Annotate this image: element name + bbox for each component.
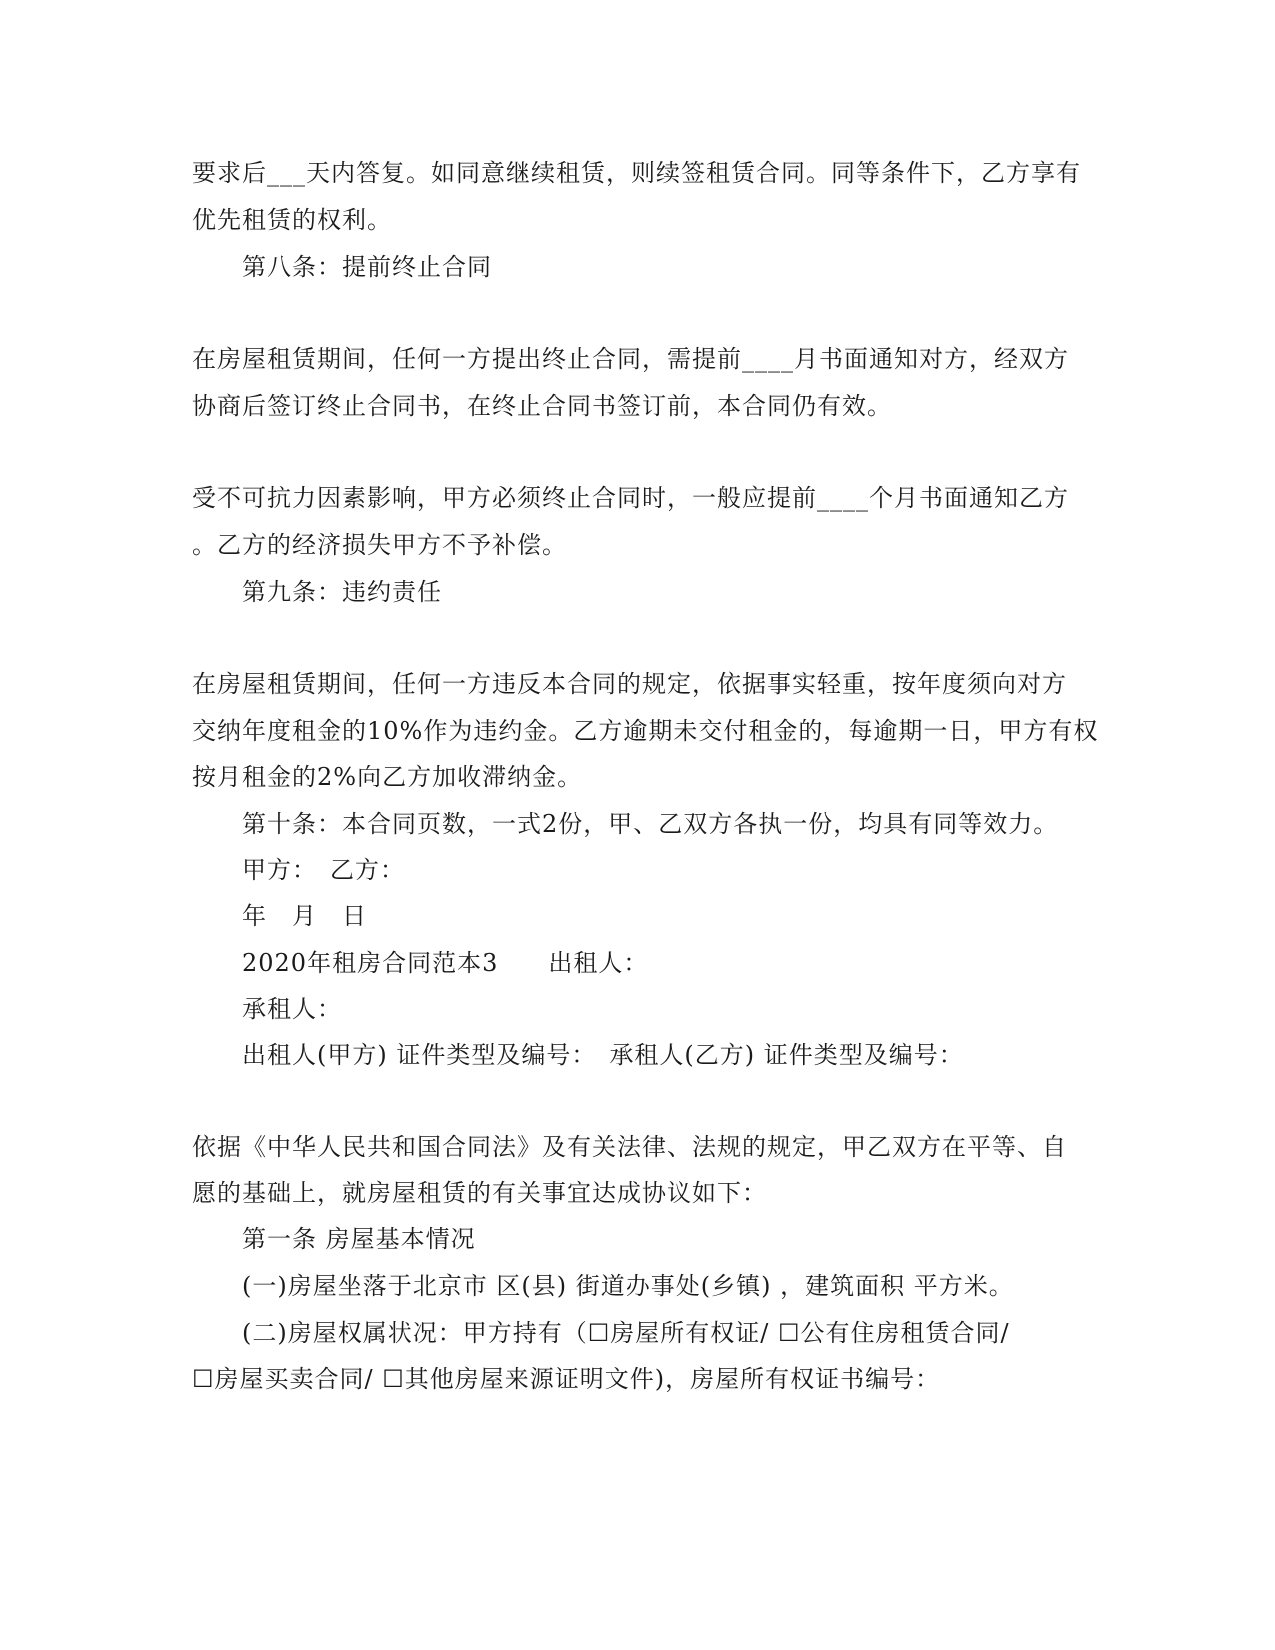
paragraph-line: 协商后签订终止合同书，在终止合同书签订前，本合同仍有效。 [192,392,892,420]
paragraph-line: 愿的基础上，就房屋租赁的有关事宜达成协议如下： [192,1179,767,1207]
paragraph-line: 按月租金的2%向乙方加收滞纳金。 [192,763,583,791]
paragraph-line: 受不可抗力因素影响，甲方必须终止合同时，一般应提前____个月书面通知乙方 [192,484,1069,512]
party-id-line: 出租人(甲方) 证件类型及编号： 承租人(乙方) 证件类型及编号： [242,1041,964,1069]
paragraph-line: 。乙方的经济损失甲方不予补偿。 [192,531,567,559]
article-heading: 第八条：提前终止合同 [242,253,492,281]
clause-line: (二)房屋权属状况：甲方持有（☐房屋所有权证/ ☐公有住房租赁合同/ [242,1319,1010,1347]
document-title-line: 2020年租房合同范本3 出租人： [242,949,649,977]
clause-line: ☐房屋买卖合同/ ☐其他房屋来源证明文件)，房屋所有权证书编号： [192,1365,941,1393]
party-line: 承租人： [242,995,342,1023]
paragraph-line: 依据《中华人民共和国合同法》及有关法律、法规的规定，甲乙双方在平等、自 [192,1133,1067,1161]
signature-line: 甲方： 乙方： [242,856,405,884]
paragraph-line: 在房屋租赁期间，任何一方违反本合同的规定，依据事实轻重，按年度须向对方 [192,670,1067,698]
article-heading: 第九条：违约责任 [242,578,442,606]
paragraph-line: 第十条：本合同页数，一式2份，甲、乙双方各执一份，均具有同等效力。 [242,810,1059,838]
paragraph-line: 优先租赁的权利。 [192,206,392,234]
paragraph-line: 在房屋租赁期间，任何一方提出终止合同，需提前____月书面通知对方，经双方 [192,345,1069,373]
clause-line: (一)房屋坐落于北京市 区(县) 街道办事处(乡镇) ，建筑面积 平方米。 [242,1272,1014,1300]
paragraph-line: 要求后___天内答复。如同意继续租赁，则续签租赁合同。同等条件下，乙方享有 [192,159,1081,187]
paragraph-line: 交纳年度租金的10%作为违约金。乙方逾期未交付租金的，每逾期一日，甲方有权 [192,717,1099,745]
date-line: 年 月 日 [242,902,367,930]
article-heading: 第一条 房屋基本情况 [242,1225,476,1253]
